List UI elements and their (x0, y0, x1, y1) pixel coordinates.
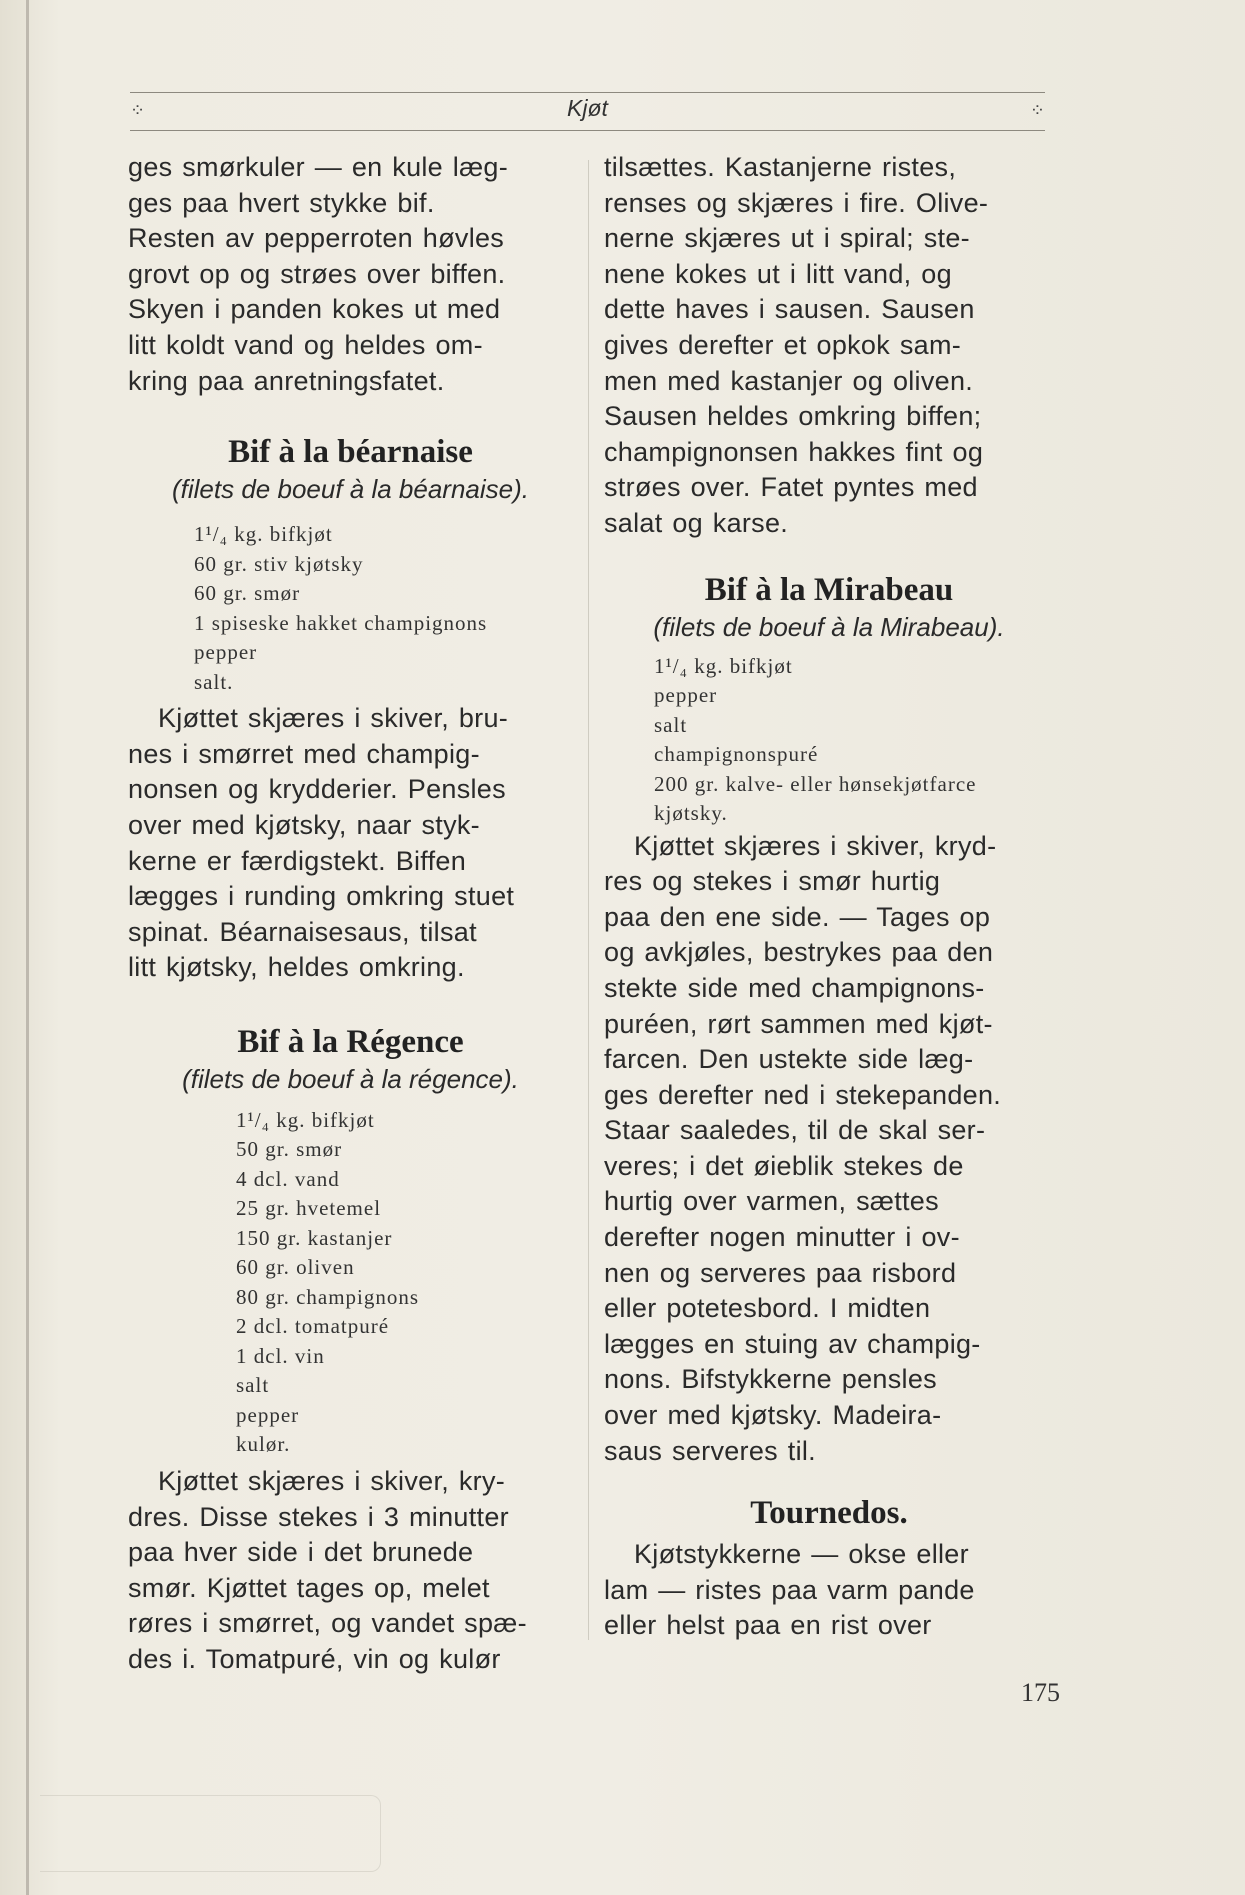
recipe-title-regence: Bif à la Régence (237, 1023, 464, 1060)
method-paragraph-tournedos (604, 1537, 1054, 1644)
header-rule-top (130, 92, 1045, 93)
text-line: renses og skjæres i fire. Olive- (604, 187, 989, 218)
ingredient-item: salt. (194, 669, 234, 694)
text-line: smør. Kjøttet tages op, melet (128, 1572, 490, 1603)
ingredient-item: 4 dcl. vand (236, 1166, 340, 1191)
text-line: og avkjøles, bestrykes paa den (604, 937, 994, 968)
ingredient-item: 1 spiseske hakket champignons (194, 610, 488, 635)
text-line: lam — ristes paa varm pande (604, 1574, 975, 1605)
text-line: nons. Bifstykkerne pensles (604, 1364, 937, 1395)
ingredient-item: 80 gr. champignons (236, 1284, 420, 1309)
text-line: paa den ene side. — Tages op (604, 901, 991, 932)
text-line: strøes over. Fatet pyntes med (604, 472, 978, 503)
text-line: dette haves i sausen. Sausen (604, 294, 975, 325)
text-line: lægges i runding omkring stuet (128, 881, 515, 912)
ingredient-item: 200 gr. kalve- eller hønsekjøtfarce (654, 771, 977, 796)
recipe-subtitle-regence: (filets de boeuf à la régence). (182, 1063, 519, 1094)
ingredient-item: 1¹/₄ kg. bifkjøt (236, 1107, 375, 1132)
text-line: nen og serveres paa risbord (604, 1257, 957, 1288)
ingredient-item: 1 dcl. vin (236, 1343, 325, 1368)
text-line: Kjøttet skjæres i skiver, kryd- (634, 830, 997, 861)
ingredient-item: pepper (194, 640, 258, 665)
ingredient-item: 25 gr. hvetemel (236, 1196, 382, 1221)
text-line: derefter nogen minutter i ov- (604, 1222, 960, 1253)
text-line: nerne skjæres ut i spiral; ste- (604, 223, 970, 254)
right-column (604, 150, 1054, 1644)
column-divider (588, 160, 589, 1640)
text-line: grovt op og strøes over biffen. (128, 258, 506, 289)
text-line: litt kjøtsky, heldes omkring. (128, 952, 465, 983)
text-line: over med kjøtsky, naar styk- (128, 809, 480, 840)
text-line: paa hver side i det brunede (128, 1537, 474, 1568)
text-line: Skyen i panden kokes ut med (128, 294, 501, 325)
recipe-title-bearnaise: Bif à la béarnaise (228, 434, 473, 471)
text-line: litt koldt vand og heldes om- (128, 329, 483, 360)
ingredient-item: salt (236, 1373, 270, 1398)
text-line: saus serveres til. (604, 1435, 816, 1466)
text-line: Sausen heldes omkring biffen; (604, 401, 982, 432)
ingredient-item: 1¹/₄ kg. bifkjøt (194, 522, 333, 547)
left-column (128, 150, 573, 1677)
recipe-subtitle-mirabeau: (filets de boeuf à la Mirabeau). (653, 611, 1005, 642)
text-line: spinat. Béarnaisesaus, tilsat (128, 916, 477, 947)
text-line: røres i smørret, og vandet spæ- (128, 1608, 527, 1639)
text-line: farcen. Den ustekte side læg- (604, 1044, 974, 1075)
text-line: Kjøtstykkerne — okse eller (634, 1539, 969, 1570)
ingredient-item: pepper (236, 1402, 300, 1427)
ingredient-item: kulør. (236, 1432, 291, 1457)
ingredient-item: 1¹/₄ kg. bifkjøt (654, 653, 793, 678)
ingredient-item: 2 dcl. tomatpuré (236, 1314, 390, 1339)
ingredient-item: 60 gr. smør (194, 581, 301, 606)
running-head (130, 92, 1045, 132)
method-paragraph-regence (128, 1464, 573, 1678)
text-line: hurtig over varmen, sættes (604, 1186, 939, 1217)
ingredient-item: 60 gr. stiv kjøtsky (194, 551, 364, 576)
ingredient-list-bearnaise (128, 520, 573, 697)
page-number: 175 (1021, 1678, 1060, 1707)
recipe-subtitle-bearnaise: (filets de boeuf à la béarnaise). (172, 474, 529, 505)
recipe-title-tournedos: Tournedos. (750, 1495, 908, 1532)
text-line: Staar saaledes, til de skal ser- (604, 1115, 986, 1146)
ingredient-item: kjøtsky. (654, 801, 728, 826)
page-edge-mark (40, 1795, 381, 1872)
text-line: nes i smørret med champig- (128, 738, 480, 769)
ingredient-item: 50 gr. smør (236, 1137, 343, 1162)
text-line: Kjøttet skjæres i skiver, bru- (158, 703, 509, 734)
text-line: kerne er færdigstekt. Biffen (128, 845, 467, 876)
ingredient-item: 60 gr. oliven (236, 1255, 355, 1280)
text-line: eller helst paa en rist over (604, 1610, 932, 1641)
recipe-title-mirabeau: Bif à la Mirabeau (704, 571, 954, 608)
text-line: nonsen og krydderier. Pensles (128, 774, 506, 805)
text-line: kring paa anretningsfatet. (128, 365, 445, 396)
text-line: nene kokes ut i litt vand, og (604, 258, 952, 289)
text-line: over med kjøtsky. Madeira- (604, 1400, 942, 1431)
text-line: stekte side med champignons- (604, 972, 985, 1003)
text-line: des i. Tomatpuré, vin og kulør (128, 1643, 501, 1674)
text-line: res og stekes i smør hurtig (604, 866, 941, 897)
text-line: eller potetesbord. I midten (604, 1293, 931, 1324)
header-rule-bottom (130, 130, 1045, 131)
method-paragraph-bearnaise (128, 701, 573, 986)
ingredient-item: salt (654, 712, 688, 737)
binding-line (26, 0, 29, 1895)
text-line: ges paa hvert stykke bif. (128, 187, 435, 218)
ornament-right-icon: ⁘ (1029, 100, 1045, 121)
method-paragraph-mirabeau (604, 829, 1054, 1470)
text-line: ges derefter ned i stekepanden. (604, 1079, 1002, 1110)
text-line: puréen, rørt sammen med kjøt- (604, 1008, 993, 1039)
running-head-title: Kjøt (567, 95, 608, 121)
text-line: lægges en stuing av champig- (604, 1328, 981, 1359)
text-line: gives derefter et opkok sam- (604, 329, 962, 360)
ingredient-item: pepper (654, 683, 718, 708)
ingredient-list-regence (128, 1106, 573, 1460)
text-line: veres; i det øieblik stekes de (604, 1150, 964, 1181)
ingredient-list-mirabeau (604, 652, 1054, 829)
text-line: ges smørkuler — en kule læg- (128, 152, 509, 182)
ornament-left-icon: ⁘ (130, 100, 146, 121)
text-line: dres. Disse stekes i 3 minutter (128, 1501, 509, 1532)
text-line: salat og karse. (604, 507, 789, 538)
text-line: Resten av pepperroten høvles (128, 223, 505, 254)
text-line: Kjøttet skjæres i skiver, kry- (158, 1465, 506, 1496)
ingredient-item: 150 gr. kastanjer (236, 1225, 393, 1250)
text-line: champignonsen hakkes fint og (604, 436, 984, 467)
text-line: tilsættes. Kastanjerne ristes, (604, 152, 957, 182)
ingredient-item: champignonspuré (654, 742, 819, 767)
intro-paragraph (128, 150, 573, 399)
continuation-paragraph (604, 150, 1054, 542)
text-line: men med kastanjer og oliven. (604, 365, 974, 396)
